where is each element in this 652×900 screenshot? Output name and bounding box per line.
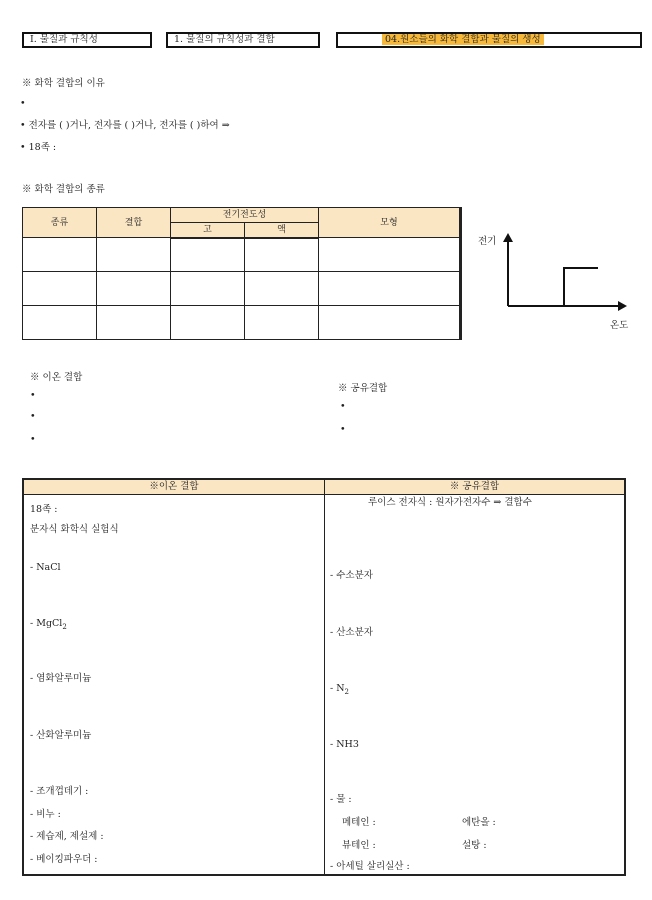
th-model: 모형 — [319, 208, 461, 238]
column-divider — [324, 480, 325, 874]
graph-y-arrow — [503, 233, 513, 242]
row-aspirin: - 아세틸 살리실산 : — [330, 861, 410, 872]
graph-ylabel: 전기 — [478, 236, 497, 247]
row-mgcl2 — [30, 618, 67, 633]
table-row — [23, 272, 461, 306]
graph-xlabel: 온도 — [610, 320, 629, 331]
row-desiccant: - 제습제, 제설제 : — [30, 831, 104, 842]
header-tab-chapter-label: 1. 물질의 규칙성과 결합 — [174, 34, 275, 45]
th-liquid: 액 — [245, 223, 319, 238]
row-n2 — [330, 683, 349, 698]
table-cell — [97, 238, 171, 272]
table-cell — [23, 238, 97, 272]
th-bond: 결합 — [97, 208, 171, 238]
row-oxygen: - 산소분자 — [330, 627, 373, 638]
header-tab-unit-label: Ⅰ. 물질과 규칙성 — [30, 34, 98, 45]
group18-line: • 18족 : — [20, 142, 57, 153]
row-n2-text: - N — [330, 683, 345, 694]
section-title-bond-types: ※ 화학 결합의 종류 — [22, 184, 105, 195]
conductivity-graph — [470, 230, 640, 320]
table-cell — [245, 238, 319, 272]
header-tab-chapter — [166, 32, 320, 48]
row-soap: - 비누 : — [30, 809, 61, 820]
bond-types-table — [22, 207, 462, 340]
graph-x-arrow — [618, 301, 627, 311]
section-title-bond-reason: ※ 화학 결합의 이유 — [22, 78, 105, 89]
table-cell — [171, 238, 245, 272]
th-kind: 종류 — [23, 208, 97, 238]
table-cell — [319, 272, 461, 306]
row-hydrogen: - 수소분자 — [330, 570, 373, 581]
table-cell — [97, 272, 171, 306]
section-title-covalent: ※ 공유결합 — [338, 383, 388, 394]
table-cell — [97, 306, 171, 340]
graph-step-line — [564, 268, 598, 306]
th-conductivity: 전기전도성 — [171, 208, 319, 223]
covalent-column-header: ※ 공유결합 — [324, 480, 624, 495]
header-tab-lesson — [336, 32, 642, 48]
row-butane: 뷰테인 : — [342, 840, 376, 851]
th-solid: 고 — [171, 223, 245, 238]
bullet-empty: • — [20, 98, 26, 109]
row-methane: 메테인 : — [342, 817, 376, 828]
table-cell — [245, 272, 319, 306]
table-cell — [245, 306, 319, 340]
row-baking-powder: - 베이킹파우더 : — [30, 854, 98, 865]
table-cell — [319, 238, 461, 272]
header-tab-unit — [22, 32, 152, 48]
row-nacl: - NaCl — [30, 562, 61, 573]
table-cell — [319, 306, 461, 340]
table-row — [23, 306, 461, 340]
bond-examples-table — [22, 478, 626, 876]
header-tab-lesson-label: 04.원소들의 화학 결합과 물질의 생성 — [382, 34, 544, 45]
row-water: - 물 : — [330, 794, 352, 805]
ionic-bullet: • — [30, 390, 36, 401]
bond-reason-line: • 전자를 ( )거나, 전자를 ( )거나, 전자를 ( )하여 ⇒ — [20, 120, 230, 131]
covalent-bullet: • — [340, 424, 346, 435]
row-alcl3: - 염화알루미늄 — [30, 673, 92, 684]
row-n2-sub: 2 — [344, 687, 350, 696]
covalent-bullet: • — [340, 401, 346, 412]
table-cell — [171, 272, 245, 306]
row-al2o3: - 산화알루미늄 — [30, 730, 92, 741]
table-row — [23, 238, 461, 272]
row-mgcl2-sub: 2 — [62, 622, 67, 631]
row-ethanol: 에탄올 : — [462, 817, 496, 828]
table-cell — [171, 306, 245, 340]
row-formula-types: 분자식 화학식 실험식 — [30, 524, 119, 535]
row-shell: - 조개껍데기 : — [30, 786, 89, 797]
section-title-ionic: ※ 이온 결합 — [30, 372, 83, 383]
ionic-bullet: • — [30, 411, 36, 422]
row-lewis: 루이스 전자식 : 원자가전자수 ⇒ 결합수 — [368, 497, 532, 508]
row-sugar: 설탕 : — [462, 840, 487, 851]
ionic-column-header: ※이온 결합 — [24, 480, 324, 495]
table-cell — [23, 306, 97, 340]
ionic-bullet: • — [30, 434, 36, 445]
row-mgcl2-text: - MgCl — [30, 618, 63, 629]
table-cell — [23, 272, 97, 306]
row-group18: 18족 : — [30, 504, 58, 515]
row-nh3: - NH3 — [330, 739, 359, 750]
